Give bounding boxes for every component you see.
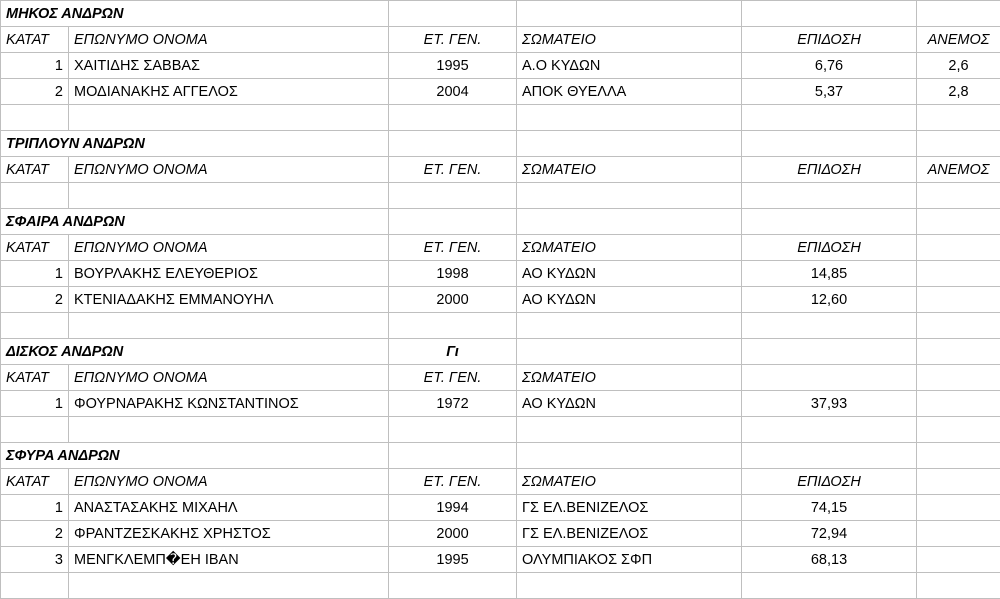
cell-mark: 5,37: [742, 79, 917, 105]
header-et-gen: ΕΤ. ΓΕΝ.: [389, 469, 517, 495]
header-katat: ΚΑΤΑΤ: [1, 469, 69, 495]
empty-cell: [1, 183, 69, 209]
cell-mark: 68,13: [742, 547, 917, 573]
cell-rank: 1: [1, 391, 69, 417]
column-header-row: [1, 365, 1000, 391]
cell-rank: 1: [1, 53, 69, 79]
cell-club: ΟΛΥΜΠΙΑΚΟΣ ΣΦΠ: [517, 547, 742, 573]
spacer-row: [1, 417, 1000, 443]
empty-cell: [917, 1, 1000, 27]
empty-cell: [1, 105, 69, 131]
empty-cell: [69, 573, 389, 599]
empty-cell: [917, 183, 1000, 209]
empty-cell: [742, 339, 917, 365]
empty-cell: [742, 313, 917, 339]
header-eponymo-onoma: ΕΠΩΝΥΜΟ ΟΝΟΜΑ: [69, 235, 389, 261]
section-note: [389, 209, 517, 235]
header-epidosi: ΕΠΙΔΟΣΗ: [742, 27, 917, 53]
empty-cell: [517, 1, 742, 27]
cell-mark: 14,85: [742, 261, 917, 287]
section-title[interactable]: ΣΦΑΙΡΑ ΑΝΔΡΩΝ: [1, 209, 389, 235]
header-anemos: [917, 235, 1000, 261]
header-somateio: ΣΩΜΑΤΕΙΟ: [517, 235, 742, 261]
cell-rank: 3: [1, 547, 69, 573]
empty-cell: [917, 105, 1000, 131]
header-epidosi: ΕΠΙΔΟΣΗ: [742, 469, 917, 495]
empty-cell: [69, 313, 389, 339]
table-row[interactable]: [1, 53, 1000, 79]
cell-wind: [917, 521, 1000, 547]
empty-cell: [517, 209, 742, 235]
cell-athlete-name: ΦΡΑΝΤΖΕΣΚΑΚΗΣ ΧΡΗΣΤΟΣ: [69, 521, 389, 547]
empty-cell: [517, 339, 742, 365]
empty-cell: [1, 573, 69, 599]
header-et-gen: ΕΤ. ΓΕΝ.: [389, 235, 517, 261]
empty-cell: [917, 573, 1000, 599]
cell-club: ΑΠΟΚ ΘΥΕΛΛΑ: [517, 79, 742, 105]
section-title-row: [1, 131, 1000, 157]
section-title-row: [1, 443, 1000, 469]
cell-athlete-name: ΜΟΔΙΑΝΑΚΗΣ ΑΓΓΕΛΟΣ: [69, 79, 389, 105]
cell-club: ΑΟ ΚΥΔΩΝ: [517, 261, 742, 287]
empty-cell: [389, 573, 517, 599]
table-row[interactable]: [1, 521, 1000, 547]
cell-club: ΓΣ ΕΛ.ΒΕΝΙΖΕΛΟΣ: [517, 521, 742, 547]
empty-cell: [389, 417, 517, 443]
header-eponymo-onoma: ΕΠΩΝΥΜΟ ΟΝΟΜΑ: [69, 365, 389, 391]
header-et-gen: ΕΤ. ΓΕΝ.: [389, 157, 517, 183]
cell-birth-year: 1995: [389, 53, 517, 79]
section-title[interactable]: ΣΦΥΡΑ ΑΝΔΡΩΝ: [1, 443, 389, 469]
cell-birth-year: 1995: [389, 547, 517, 573]
cell-club: ΑΟ ΚΥΔΩΝ: [517, 391, 742, 417]
cell-mark: 74,15: [742, 495, 917, 521]
cell-athlete-name: ΚΤΕΝΙΑΔΑΚΗΣ ΕΜΜΑΝΟΥΗΛ: [69, 287, 389, 313]
column-header-row: [1, 27, 1000, 53]
cell-wind: [917, 495, 1000, 521]
empty-cell: [389, 105, 517, 131]
empty-cell: [917, 339, 1000, 365]
cell-mark: 37,93: [742, 391, 917, 417]
empty-cell: [742, 443, 917, 469]
cell-wind: 2,6: [917, 53, 1000, 79]
cell-athlete-name: ΦΟΥΡΝΑΡΑΚΗΣ ΚΩΝΣΤΑΝΤΙΝΟΣ: [69, 391, 389, 417]
empty-cell: [1, 313, 69, 339]
section-title[interactable]: ΤΡΙΠΛΟΥΝ ΑΝΔΡΩΝ: [1, 131, 389, 157]
cell-athlete-name: ΑΝΑΣΤΑΣΑΚΗΣ ΜΙΧΑΗΛ: [69, 495, 389, 521]
section-title-row: [1, 209, 1000, 235]
header-eponymo-onoma: ΕΠΩΝΥΜΟ ΟΝΟΜΑ: [69, 469, 389, 495]
empty-cell: [742, 417, 917, 443]
table-row[interactable]: [1, 547, 1000, 573]
cell-wind: 2,8: [917, 79, 1000, 105]
spacer-row: [1, 105, 1000, 131]
empty-cell: [917, 443, 1000, 469]
cell-birth-year: 1994: [389, 495, 517, 521]
header-epidosi: ΕΠΙΔΟΣΗ: [742, 157, 917, 183]
section-note: [389, 131, 517, 157]
empty-cell: [742, 105, 917, 131]
header-katat: ΚΑΤΑΤ: [1, 157, 69, 183]
column-header-row: [1, 469, 1000, 495]
cell-club: ΑΟ ΚΥΔΩΝ: [517, 287, 742, 313]
empty-cell: [517, 313, 742, 339]
cell-mark: 72,94: [742, 521, 917, 547]
section-note: [389, 443, 517, 469]
spacer-row: [1, 573, 1000, 599]
empty-cell: [1, 417, 69, 443]
cell-wind: [917, 261, 1000, 287]
table-row[interactable]: [1, 287, 1000, 313]
empty-cell: [917, 313, 1000, 339]
empty-cell: [742, 183, 917, 209]
header-somateio: ΣΩΜΑΤΕΙΟ: [517, 365, 742, 391]
spacer-row: [1, 183, 1000, 209]
cell-rank: 2: [1, 287, 69, 313]
empty-cell: [917, 417, 1000, 443]
section-note: [389, 1, 517, 27]
header-et-gen: ΕΤ. ΓΕΝ.: [389, 365, 517, 391]
cell-rank: 2: [1, 79, 69, 105]
cell-birth-year: 1972: [389, 391, 517, 417]
column-header-row: [1, 235, 1000, 261]
table-row[interactable]: [1, 79, 1000, 105]
table-row[interactable]: [1, 495, 1000, 521]
empty-cell: [69, 105, 389, 131]
empty-cell: [389, 183, 517, 209]
empty-cell: [389, 313, 517, 339]
cell-club: ΓΣ ΕΛ.ΒΕΝΙΖΕΛΟΣ: [517, 495, 742, 521]
empty-cell: [517, 131, 742, 157]
empty-cell: [742, 209, 917, 235]
cell-rank: 1: [1, 261, 69, 287]
empty-cell: [517, 183, 742, 209]
header-somateio: ΣΩΜΑΤΕΙΟ: [517, 157, 742, 183]
cell-rank: 1: [1, 495, 69, 521]
cell-birth-year: 2000: [389, 521, 517, 547]
empty-cell: [742, 573, 917, 599]
spacer-row: [1, 313, 1000, 339]
section-title-row: [1, 339, 1000, 365]
section-title-row: [1, 1, 1000, 27]
section-title[interactable]: ΔΙΣΚΟΣ ΑΝΔΡΩΝ: [1, 339, 389, 365]
header-somateio: ΣΩΜΑΤΕΙΟ: [517, 27, 742, 53]
empty-cell: [517, 443, 742, 469]
header-katat: ΚΑΤΑΤ: [1, 235, 69, 261]
cell-birth-year: 2004: [389, 79, 517, 105]
empty-cell: [742, 1, 917, 27]
cell-club: Α.Ο ΚΥΔΩΝ: [517, 53, 742, 79]
header-anemos: ΑΝΕΜΟΣ: [917, 157, 1000, 183]
cell-athlete-name: ΧΑΙΤΙΔΗΣ ΣΑΒΒΑΣ: [69, 53, 389, 79]
cell-athlete-name: ΜΕΝΓΚΛΕΜΠ�ΕΗ ΙΒΑΝ: [69, 547, 389, 573]
cell-rank: 2: [1, 521, 69, 547]
header-somateio: ΣΩΜΑΤΕΙΟ: [517, 469, 742, 495]
header-anemos: [917, 365, 1000, 391]
empty-cell: [517, 105, 742, 131]
header-epidosi: [742, 365, 917, 391]
header-et-gen: ΕΤ. ΓΕΝ.: [389, 27, 517, 53]
section-note: Γι: [389, 339, 517, 365]
header-anemos: [917, 469, 1000, 495]
header-epidosi: ΕΠΙΔΟΣΗ: [742, 235, 917, 261]
cell-birth-year: 2000: [389, 287, 517, 313]
header-anemos: ΑΝΕΜΟΣ: [917, 27, 1000, 53]
empty-cell: [517, 573, 742, 599]
header-eponymo-onoma: ΕΠΩΝΥΜΟ ΟΝΟΜΑ: [69, 157, 389, 183]
empty-cell: [742, 131, 917, 157]
cell-wind: [917, 547, 1000, 573]
empty-cell: [917, 209, 1000, 235]
empty-cell: [917, 131, 1000, 157]
section-title[interactable]: ΜΗΚΟΣ ΑΝΔΡΩΝ: [1, 1, 389, 27]
cell-wind: [917, 287, 1000, 313]
empty-cell: [69, 417, 389, 443]
empty-cell: [69, 183, 389, 209]
cell-mark: 6,76: [742, 53, 917, 79]
column-header-row: [1, 157, 1000, 183]
cell-mark: 12,60: [742, 287, 917, 313]
cell-birth-year: 1998: [389, 261, 517, 287]
table-row[interactable]: [1, 391, 1000, 417]
cell-athlete-name: ΒΟΥΡΛΑΚΗΣ ΕΛΕΥΘΕΡΙΟΣ: [69, 261, 389, 287]
header-eponymo-onoma: ΕΠΩΝΥΜΟ ΟΝΟΜΑ: [69, 27, 389, 53]
table-row[interactable]: [1, 261, 1000, 287]
header-katat: ΚΑΤΑΤ: [1, 27, 69, 53]
empty-cell: [517, 417, 742, 443]
cell-wind: [917, 391, 1000, 417]
header-katat: ΚΑΤΑΤ: [1, 365, 69, 391]
